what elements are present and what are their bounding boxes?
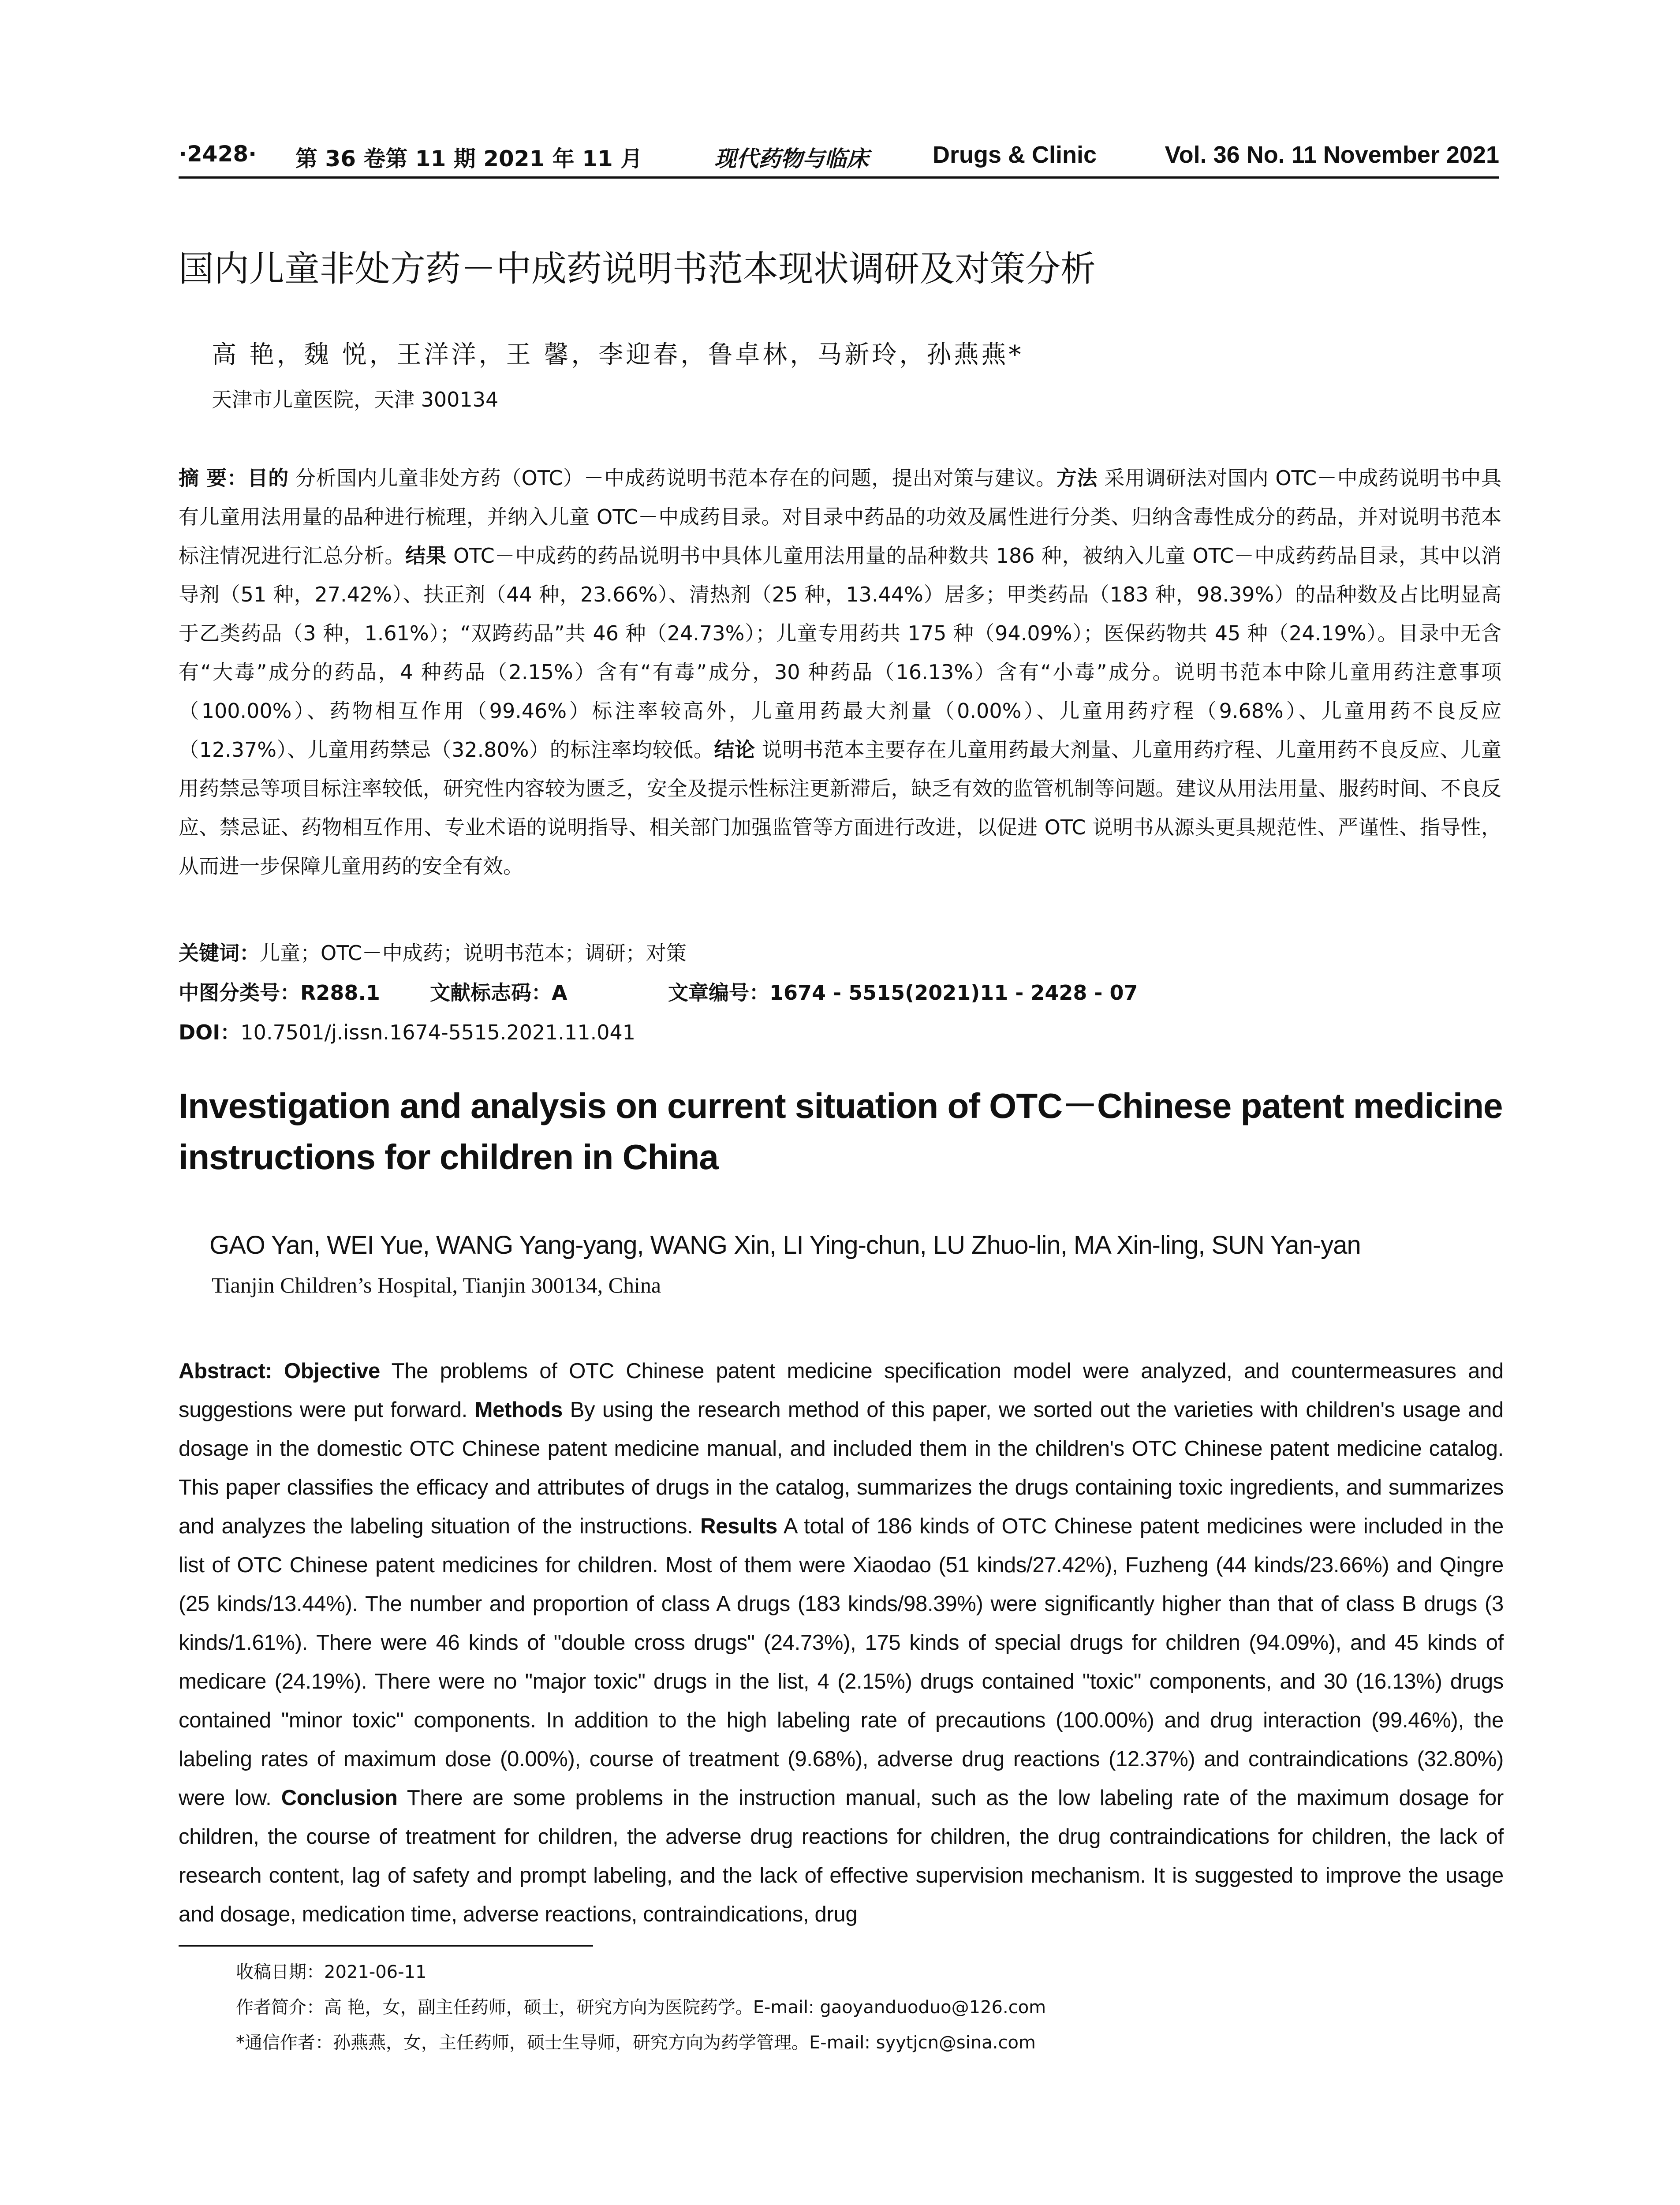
chinese-abstract bbox=[179, 459, 1501, 886]
english-authors: GAO Yan, WEI Yue, WANG Yang-yang, WANG Xin, LI Ying-chun, LU Zhuo-lin, MA Xin-ling, SUN Yan-yan bbox=[209, 1231, 1361, 1259]
chinese-authors: 高 艳，魏 悦，王洋洋，王 馨，李迎春，鲁卓林，马新玲，孙燕燕* bbox=[212, 340, 1024, 369]
issue-info-cn: 第 36 卷第 11 期 2021 年 11 月 bbox=[295, 146, 643, 172]
doi-label: DOI： bbox=[179, 1020, 241, 1044]
conclusion-text: 说明书范本主要存在儿童用药最大剂量、儿童用药疗程、儿童用药不良反应、儿童用药禁忌等项目标注率较低，研究性内容较为匮乏，安全及提示性标注更新滞后，缺乏有效的监管机制等问题。建议从用法用量、服药时间、不良反应、禁忌证、药物相互作用、专业术语的说明指导、相关部门加强监管等方面进行改进，以促进 OTC 说明书从源头更具规范性、严谨性、指导性，从而进一步保障儿童用药的安全有效。 bbox=[179, 738, 1502, 878]
methods-text: 采用调研法对国内 OTC－中成药说明书中具有儿童用法用量的品种进行梳理，并纳入儿童 OTC－中成药目录。对目录中药品的功效及属性进行分类、归纳含毒性成分的药品，并对说明书范本标注情况进行汇总分析。 bbox=[179, 466, 1501, 568]
english-title: Investigation and analysis on current situation of OTC－Chinese patent medicine instructions for children in China bbox=[179, 1086, 1503, 1177]
doi-line bbox=[179, 1017, 1501, 1046]
conclusion-text-en: There are some problems in the instruction manual, such as the low labeling rate of the maximum dosage for children, the course of treatment for children, the adverse drug reactions for children, the drug contraindications for children, the lack of research content, lag of safety and prompt labeling, and the lack of effective supervision mechanism. It is suggested to improve the usage and dosage, medication time, adverse reactions, contraindications, drug bbox=[179, 1786, 1504, 1926]
journal-name-en: Drugs & Clinic bbox=[933, 142, 1097, 168]
journal-name-cn: 现代药物与临床 bbox=[714, 146, 869, 172]
article-number: 文章编号：1674 - 5515(2021)11 - 2428 - 07 bbox=[668, 981, 1138, 1005]
objective-label: 目的 bbox=[247, 466, 289, 490]
clc-number: 中图分类号：R288.1 bbox=[179, 981, 380, 1005]
footnote-corresponding-author: *通信作者：孙燕燕，女，主任药师，硕士生导师，研究方向为药学管理。E-mail: syytjcn@sina.com bbox=[236, 2033, 1036, 2053]
chinese-title: 国内儿童非处方药－中成药说明书范本现状调研及对策分析 bbox=[179, 248, 1096, 289]
methods-label: 方法 bbox=[1056, 466, 1098, 490]
chinese-affiliation: 天津市儿童医院，天津 300134 bbox=[212, 388, 499, 411]
running-header bbox=[179, 132, 1499, 181]
conclusion-label: 结论 bbox=[714, 738, 755, 762]
methods-label-en: Methods bbox=[474, 1398, 563, 1422]
footnote-rule bbox=[179, 1945, 593, 1947]
english-abstract bbox=[179, 1352, 1504, 1934]
keywords-label: 关键词： bbox=[179, 941, 260, 965]
abstract-label-en: Abstract: bbox=[179, 1359, 273, 1383]
footnote-received: 收稿日期：2021-06-11 bbox=[236, 1962, 427, 1982]
header-rule bbox=[179, 176, 1499, 179]
results-label-en: Results bbox=[700, 1514, 777, 1538]
abstract-label: 摘 要： bbox=[179, 466, 248, 490]
objective-text-en: The problems of OTC Chinese patent medicine specification model were analyzed, and countermeasures and suggestions were put forward. bbox=[179, 1359, 1504, 1422]
page-number: ·2428· bbox=[179, 141, 257, 167]
classification-line bbox=[179, 977, 1501, 1006]
objective-label-en: Objective bbox=[284, 1359, 380, 1383]
results-label: 结果 bbox=[405, 544, 447, 568]
methods-text-en: By using the research method of this paper, we sorted out the varieties with children's usage and dosage in the domestic OTC Chinese patent medicine manual, and included them in the children's OTC Chinese patent medicine catalog. This paper classifies the efficacy and attributes of drugs in the catalog, summarizes the drugs containing toxic ingredients, and summarizes and analyzes the labeling situation of the instructions. bbox=[179, 1398, 1504, 1538]
keywords-text: 儿童；OTC－中成药；说明书范本；调研；对策 bbox=[260, 941, 687, 965]
document-code: 文献标志码：A bbox=[430, 981, 567, 1005]
results-text: OTC－中成药的药品说明书中具体儿童用法用量的品种数共 186 种，被纳入儿童 OTC－中成药药品目录，其中以消导剂（51 种，27.42%）、扶正剂（44 种，23.66%）、清热剂（25 种，13.44%）居多；甲类药品（183 种，98.39%）的品种数及占比明显高于乙类药品（3 种，1.61%）；“双跨药品”共 46 种（24.73%）；儿童专用药共 175 种（94.09%）；医保药物共 45 种（24.19%）。目录中无含有“大毒”成分的药品，4 种药品（2.15%）含有“有毒”成分，30 种药品（16.13%）含有“小毒”成分。说明书范本中除儿童用药注意事项（100.00%）、药物相互作用（99.46%）标注率较高外，儿童用药最大剂量（0.00%）、儿童用药疗程（9.68%）、儿童用药不良反应（12.37%）、儿童用药禁忌（32.80%）的标注率均较低。 bbox=[179, 544, 1502, 762]
doi-value: 10.7501/j.issn.1674-5515.2021.11.041 bbox=[240, 1020, 636, 1044]
english-affiliation: Tianjin Children’s Hospital, Tianjin 300134, China bbox=[212, 1273, 661, 1297]
results-text-en: A total of 186 kinds of OTC Chinese patent medicines were included in the list of OTC Chinese patent medicines for children. Most of them were Xiaodao (51 kinds/27.42%), Fuzheng (44 kinds/23.66%) and Qingre (25 kinds/13.44%). The number and proportion of class A drugs (183 kinds/98.39%) were significantly higher than that of class B drugs (3 kinds/1.61%). There were 46 kinds of "double cross drugs" (24.73%), 175 kinds of special drugs for children (94.09%), and 45 kinds of medicare (24.19%). There were no "major toxic" drugs in the list, 4 (2.15%) drugs contained "toxic" components, and 30 (16.13%) drugs contained "minor toxic" components. In addition to the high labeling rate of precautions (100.00%) and drug interaction (99.46%), the labeling rates of maximum dose (0.00%), course of treatment (9.68%), adverse drug reactions (12.37%) and contraindications (32.80%) were low. bbox=[179, 1514, 1504, 1810]
footnote-author-bio: 作者简介：高 艳，女，副主任药师，硕士，研究方向为医院药学。E-mail: gaoyanduoduo@126.com bbox=[236, 1997, 1046, 2018]
conclusion-label-en: Conclusion bbox=[281, 1786, 398, 1810]
keywords-line bbox=[179, 937, 1501, 966]
volume-info-en: Vol. 36 No. 11 November 2021 bbox=[1165, 142, 1499, 168]
objective-text: 分析国内儿童非处方药（OTC）－中成药说明书范本存在的问题，提出对策与建议。 bbox=[288, 466, 1057, 490]
